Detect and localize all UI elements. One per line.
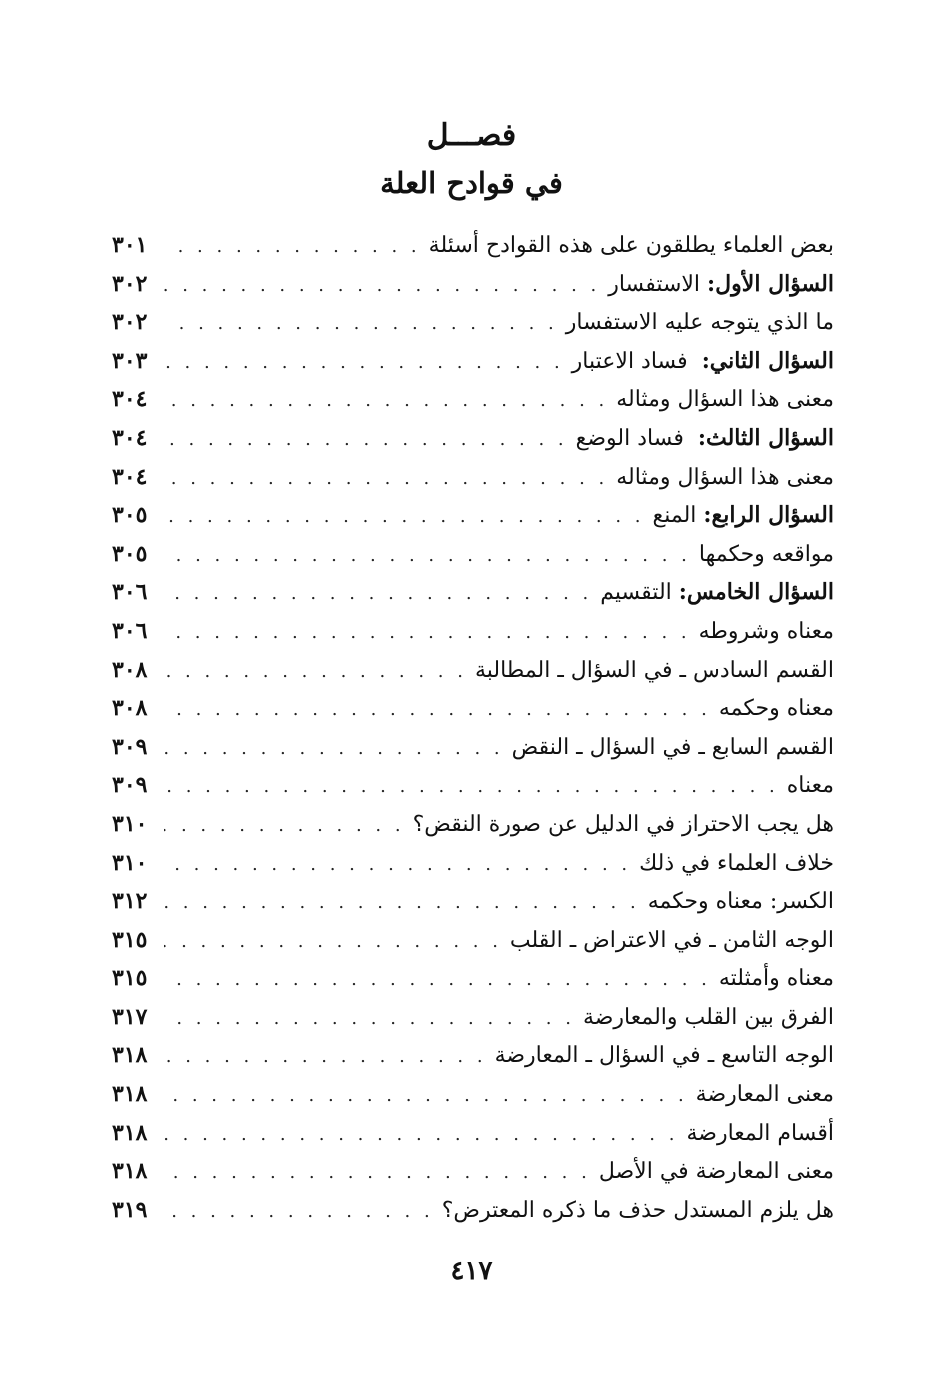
toc-entry	[112, 959, 834, 998]
dot-leader	[164, 1193, 434, 1232]
toc-entry	[112, 419, 834, 458]
toc-entry-text: المنع	[652, 503, 704, 529]
toc-entry-lead: السؤال الرابع:	[703, 502, 834, 529]
dot-leader	[164, 1000, 575, 1039]
toc-entry-text: معناه وشروطه	[698, 618, 834, 644]
toc-entry-title	[787, 767, 834, 806]
toc-entry-page: ٣١٨	[112, 1081, 148, 1108]
toc-entry-text: معناه	[786, 773, 834, 799]
dot-leader	[164, 344, 564, 383]
toc-entry-page: ٣١٧	[112, 1003, 148, 1030]
toc-entry-lead: السؤال الأول:	[707, 270, 834, 297]
section-title: فصـــل	[426, 118, 517, 153]
toc-entry-title	[429, 227, 834, 266]
toc-entry	[112, 998, 834, 1037]
dot-leader	[164, 1077, 688, 1116]
section-subtitle: في قوادح العلة	[380, 166, 563, 200]
toc-entry-lead: السؤال الثالث:	[697, 424, 834, 451]
toc-entry-text: هل يجب الاحتراز في الدليل عن صورة النقض؟	[412, 811, 834, 837]
toc-entry	[112, 1191, 834, 1230]
toc-entry-title	[576, 419, 834, 459]
toc-entry-text: أقسام المعارضة	[686, 1120, 834, 1146]
toc-entry-text: معناه وأمثلته	[718, 966, 834, 992]
toc-entry-title	[510, 922, 834, 961]
toc-entry-page: ٣٠٥	[112, 540, 148, 567]
toc-entry-title	[616, 459, 834, 498]
toc-entry-page: ٣٠٨	[112, 656, 148, 683]
dot-leader	[164, 575, 592, 614]
toc-entry-text: القسم السادس ـ في السؤال ـ المطالبة	[474, 657, 834, 683]
toc-entry-title	[572, 342, 834, 382]
toc-entry-page: ٣١٩	[112, 1196, 148, 1223]
toc-entry-page: ٣٠١	[112, 232, 148, 258]
toc-entry-title	[475, 652, 834, 691]
toc-entry	[112, 535, 834, 574]
toc-entry	[112, 805, 834, 844]
toc-entry-page: ٣٠٩	[112, 733, 148, 760]
toc-entry-page: ٣١٥	[112, 926, 148, 953]
toc-entry	[112, 844, 834, 883]
toc-entry-text: بعض العلماء يطلقون على هذه القوادح أسئلة	[428, 233, 834, 258]
dot-leader	[164, 846, 631, 885]
toc-entry-page: ٣٠٥	[112, 502, 148, 529]
dot-leader	[164, 498, 645, 537]
toc-entry-page: ٣٠٤	[112, 424, 148, 451]
toc-entry	[112, 921, 834, 960]
toc-entry-text: القسم السابع ـ في السؤال ـ النقض	[511, 734, 834, 760]
toc-entry-page: ٣٠٢	[112, 309, 148, 336]
toc-entry	[112, 458, 834, 497]
toc-entry	[112, 573, 834, 612]
dot-leader	[164, 884, 640, 923]
toc-entry-page: ٣٠٨	[112, 695, 148, 722]
toc-entry-text: معنى هذا السؤال ومثاله	[616, 464, 834, 490]
toc-entry-title	[566, 304, 834, 343]
toc-entry-page: ٣١٨	[112, 1119, 148, 1146]
toc-entry-text: معناه وحكمه	[718, 696, 834, 722]
toc-entry-page: ٣٠٤	[112, 463, 148, 490]
toc-entry-title	[442, 1192, 834, 1231]
toc-entry	[112, 689, 834, 728]
toc-entry	[112, 1075, 834, 1114]
toc-entry-page: ٣٠٦	[112, 617, 148, 644]
dot-leader	[164, 1154, 591, 1193]
toc-entry-text: الفرق بين القلب والمعارضة	[582, 1004, 834, 1030]
dot-leader	[164, 961, 711, 1000]
toc-entry	[112, 226, 834, 265]
toc-entry-title	[699, 613, 834, 652]
toc-entry-title	[699, 536, 834, 575]
dot-leader	[164, 730, 504, 769]
toc-entry-text: خلاف العلماء في ذلك	[639, 850, 834, 876]
toc-entry-title	[608, 265, 834, 305]
toc-entry-title	[413, 806, 834, 845]
dot-leader	[164, 460, 608, 499]
toc-entry-title	[599, 1153, 834, 1192]
dot-leader	[164, 923, 502, 962]
toc-entry-text: ما الذي يتوجه عليه الاستفسار	[565, 310, 834, 336]
dot-leader	[164, 228, 421, 267]
dot-leader	[164, 305, 558, 344]
dot-leader	[164, 267, 600, 306]
dot-leader	[164, 807, 405, 846]
toc-entry-text: الكسر: معناه وحكمه	[647, 889, 834, 915]
toc-entry-text: الوجه التاسع ـ في السؤال ـ المعارضة	[494, 1043, 834, 1069]
toc-entry	[112, 766, 834, 805]
toc-entry-title	[719, 690, 834, 729]
toc-entry	[112, 1036, 834, 1075]
toc-entry	[112, 1152, 834, 1191]
dot-leader	[164, 537, 691, 576]
toc-entry	[112, 651, 834, 690]
table-of-contents	[112, 226, 834, 1229]
toc-entry-title	[495, 1037, 834, 1076]
page-number: ٤١٧	[450, 1256, 493, 1286]
toc-entry-title	[639, 845, 834, 884]
toc-entry-text: هل يلزم المستدل حذف ما ذكره المعترض؟	[441, 1197, 834, 1223]
toc-entry-page: ٣١٨	[112, 1158, 148, 1185]
toc-entry	[112, 612, 834, 651]
toc-entry-page: ٣٠٢	[112, 270, 148, 297]
toc-entry-text: معنى المعارضة	[695, 1082, 834, 1108]
toc-entry-text: الاستفسار	[608, 271, 708, 297]
toc-entry-lead: السؤال الخامس:	[678, 579, 834, 606]
toc-entry-page: ٣١٥	[112, 965, 148, 992]
toc-entry	[112, 303, 834, 342]
dot-leader	[164, 382, 608, 421]
toc-entry-page: ٣٠٣	[112, 347, 148, 374]
toc-entry	[112, 265, 834, 304]
toc-entry-title	[696, 1076, 834, 1115]
dot-leader	[164, 653, 467, 692]
toc-entry-title	[512, 729, 834, 768]
toc-entry-page: ٣٠٤	[112, 386, 148, 413]
toc-entry-text: مواقعه وحكمها	[698, 541, 834, 567]
dot-leader	[164, 614, 691, 653]
toc-entry-text: معنى هذا السؤال ومثاله	[616, 387, 834, 413]
toc-entry-page: ٣١٢	[112, 888, 148, 915]
toc-entry-text: فساد الوضع	[575, 425, 698, 451]
toc-entry-lead: السؤال الثاني:	[701, 347, 834, 374]
toc-entry-title	[616, 381, 834, 420]
toc-entry-title	[653, 496, 834, 536]
toc-entry-title	[600, 573, 834, 613]
toc-entry-title	[719, 960, 834, 999]
toc-entry-page: ٣١٠	[112, 810, 148, 837]
toc-entry-title	[583, 999, 834, 1038]
toc-entry-title	[648, 883, 834, 922]
toc-entry	[112, 342, 834, 381]
toc-entry-text: الوجه الثامن ـ في الاعتراض ـ القلب	[509, 927, 834, 953]
dot-leader	[164, 1116, 678, 1155]
toc-entry-text: التقسيم	[600, 580, 679, 606]
toc-entry-page: ٣١٨	[112, 1042, 148, 1069]
toc-entry	[112, 496, 834, 535]
toc-entry	[112, 1114, 834, 1153]
toc-entry-page: ٣١٠	[112, 849, 148, 876]
toc-entry-text: معنى المعارضة في الأصل	[598, 1159, 834, 1185]
toc-entry	[112, 380, 834, 419]
toc-entry-page: ٣٠٩	[112, 772, 148, 799]
toc-entry-title	[686, 1115, 834, 1154]
dot-leader	[164, 1038, 487, 1077]
toc-entry-page: ٣٠٦	[112, 579, 148, 606]
toc-entry	[112, 882, 834, 921]
dot-leader	[164, 691, 711, 730]
dot-leader	[164, 768, 779, 807]
dot-leader	[164, 421, 568, 460]
toc-entry-text: فساد الاعتبار	[571, 348, 702, 374]
toc-entry	[112, 728, 834, 767]
